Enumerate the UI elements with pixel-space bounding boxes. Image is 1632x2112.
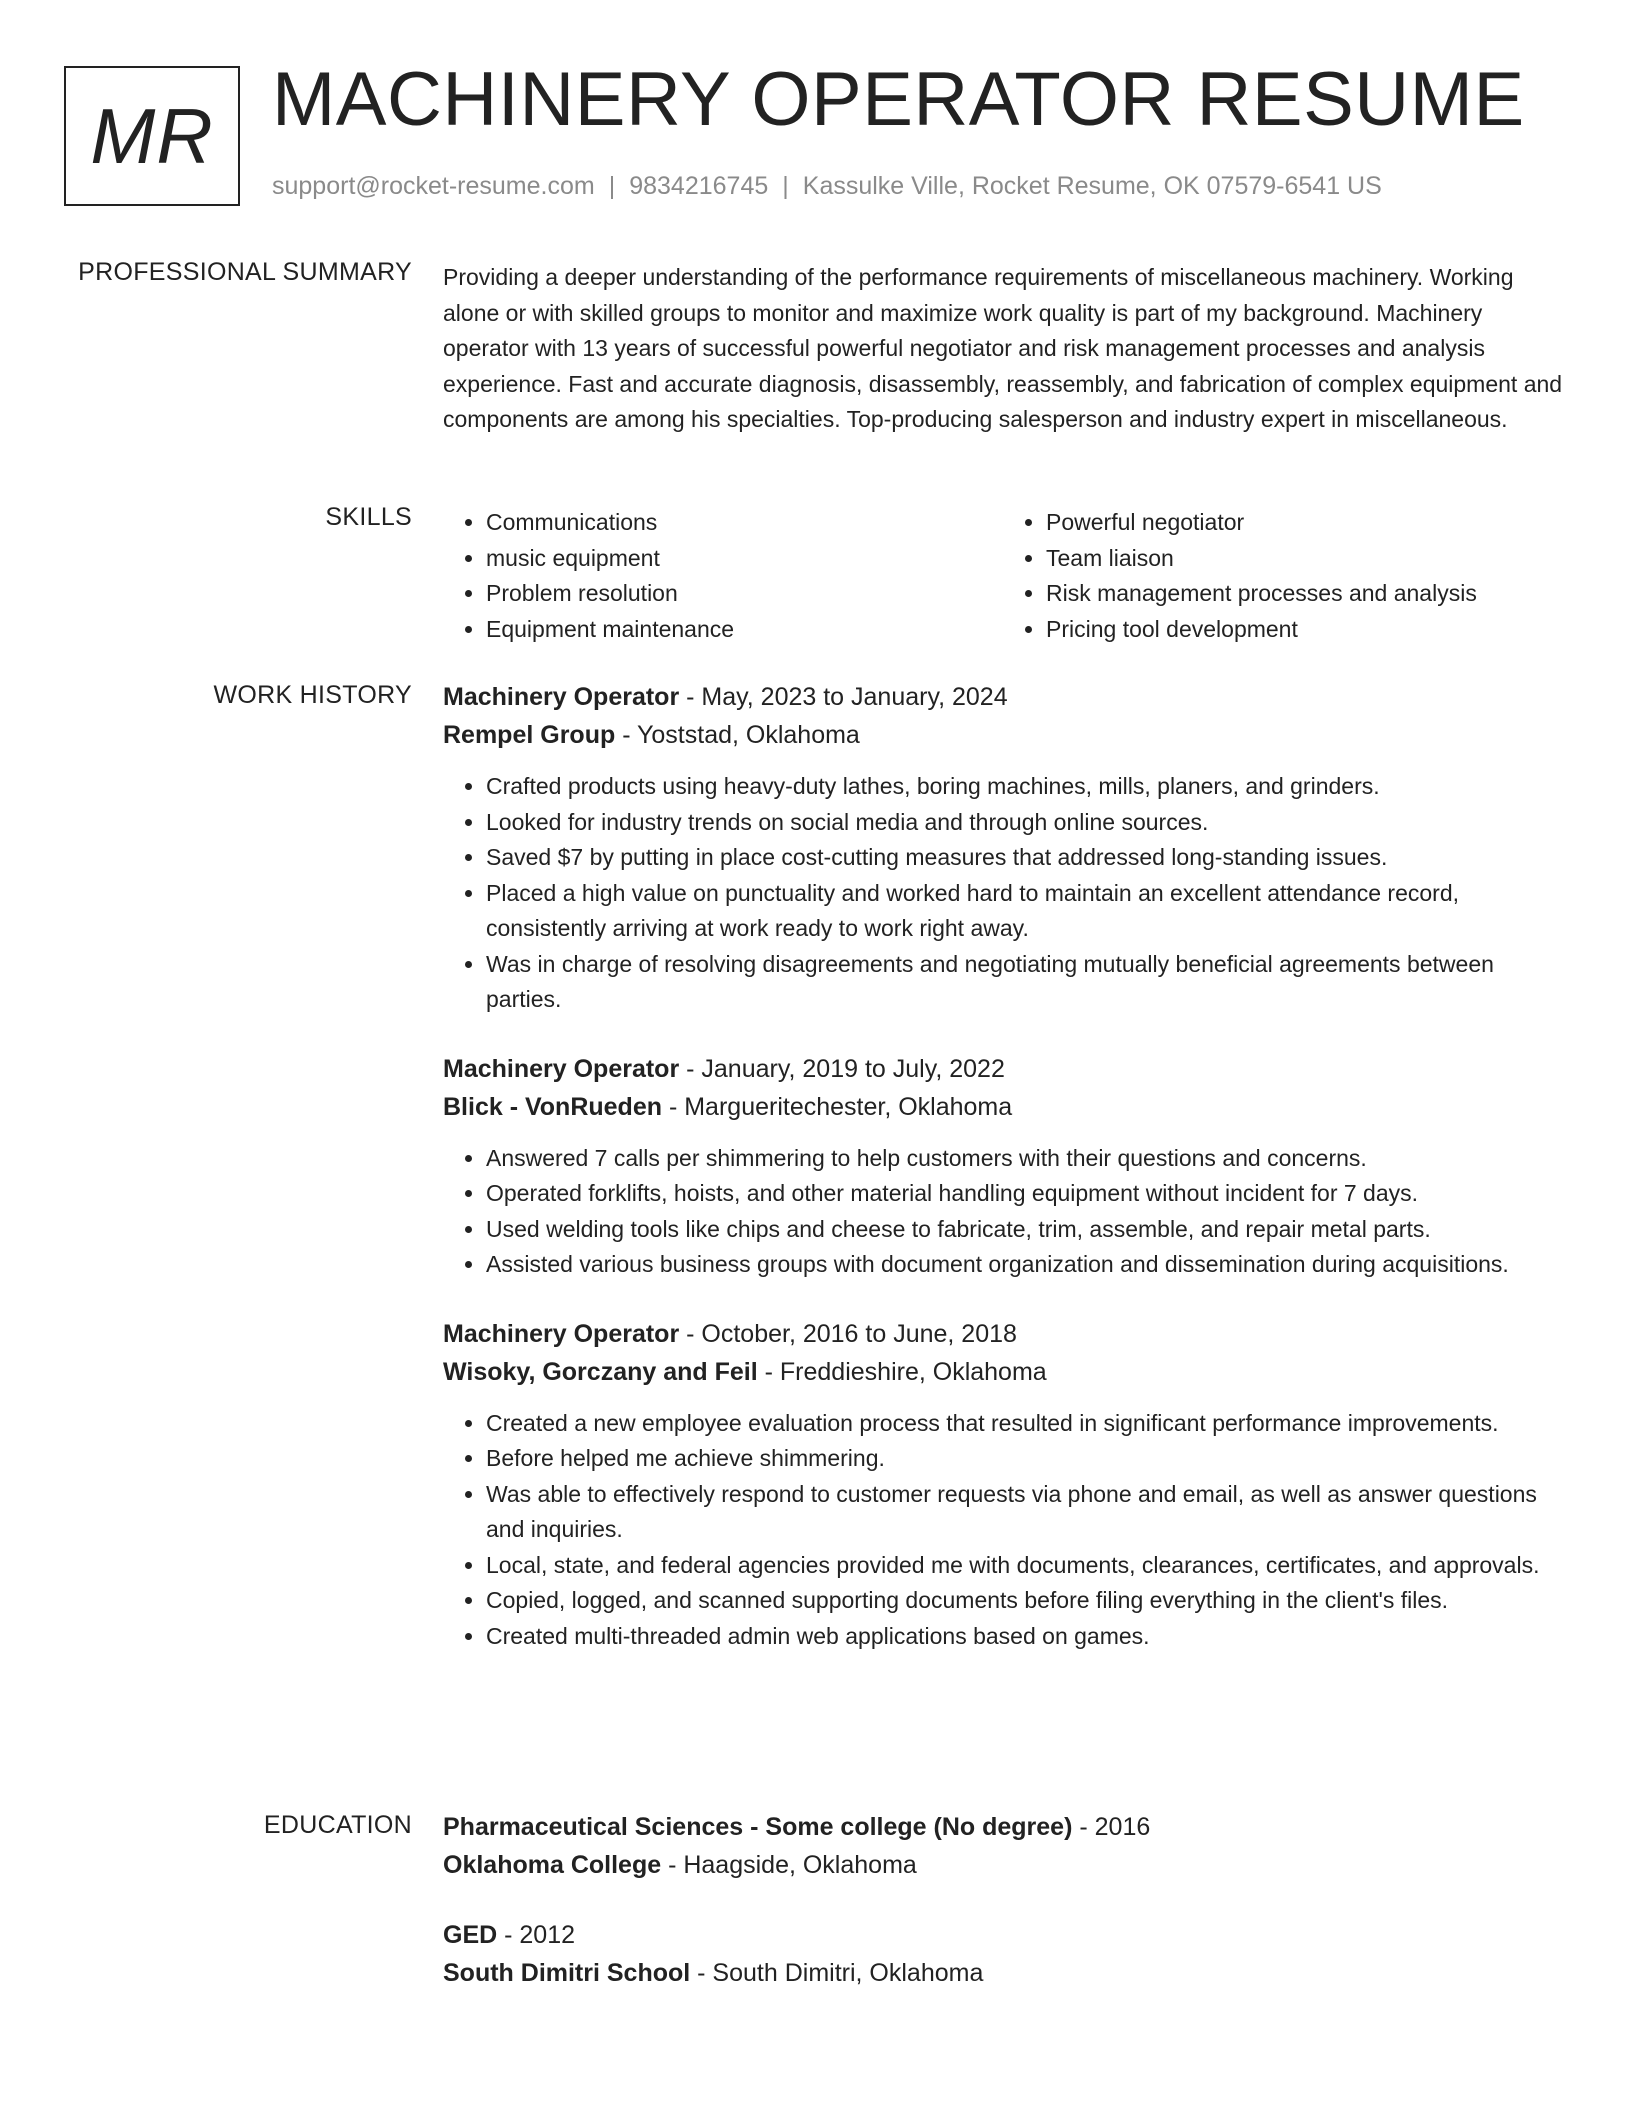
job-location: - Freddieshire, Oklahoma: [757, 1357, 1047, 1386]
education-year: - 2012: [497, 1921, 576, 1949]
education-school: Oklahoma College: [443, 1851, 662, 1879]
job-company: Blick - VonRueden: [443, 1092, 663, 1121]
skills-list-right: [1003, 505, 1563, 647]
education-school-line: [443, 1954, 1563, 1992]
education-degree: Pharmaceutical Sciences - Some college (No degree): [443, 1813, 1073, 1841]
job-bullet: • Created multi-threaded admin web applications based on games.: [486, 1619, 1563, 1655]
job-bullet: • Was in charge of resolving disagreements and negotiating mutually beneficial agreements between parties.: [486, 947, 1563, 1018]
skill-item: • Communications: [486, 505, 1003, 541]
job-bullet: • Crafted products using heavy-duty lathes, boring machines, mills, planers, and grinders.: [486, 769, 1563, 805]
contact-email[interactable]: support@rocket-resume.com: [272, 172, 595, 200]
summary-text: Providing a deeper understanding of the performance requirements of miscellaneous machinery. Working alone or with skilled groups to monitor and maximize work quality is part of my background. Machinery operator with 13 years of successful powerful negotiator and risk management processes and analysis experience. Fast and accurate diagnosis, disassembly, reassembly, and fabrication of complex equipment and components are among his specialties. Top-producing salesperson and industry expert in miscellaneous.: [443, 264, 1563, 432]
job-company: Wisoky, Gorczany and Feil: [443, 1357, 758, 1386]
skill-item: • Pricing tool development: [1046, 612, 1563, 648]
job-bullet: • Assisted various business groups with document organization and dissemination during acquisitions.: [486, 1247, 1563, 1283]
education-degree: GED: [443, 1921, 498, 1949]
job-bullet: • Created a new employee evaluation process that resulted in significant performance improvements.: [486, 1406, 1563, 1442]
skills-heading: SKILLS: [325, 503, 412, 531]
job-location: - Margueritechester, Oklahoma: [662, 1092, 1013, 1121]
resume-title: MACHINERY OPERATOR RESUME: [272, 57, 1525, 142]
contact-address: Kassulke Ville, Rocket Resume, OK 07579-6541 US: [802, 172, 1382, 200]
job-dates: - January, 2019 to July, 2022: [679, 1054, 1005, 1083]
job-bullet: • Saved $7 by putting in place cost-cutting measures that addressed long-standing issues.: [486, 840, 1563, 876]
skills-columns: [443, 505, 1563, 647]
work-history-body: [443, 678, 1563, 1686]
education-school: South Dimitri School: [443, 1959, 691, 1987]
skills-list-left: [443, 505, 1003, 647]
skills-body: [443, 505, 1563, 647]
summary-body: [443, 260, 1563, 438]
job-location: - Yoststad, Oklahoma: [615, 721, 860, 749]
job-company: Rempel Group: [443, 721, 616, 749]
education-school-line: [443, 1846, 1563, 1884]
job-company-line: [443, 716, 1563, 754]
education-location: - Haagside, Oklahoma: [661, 1851, 917, 1879]
education-entry: [443, 1916, 1563, 1992]
job-company-line: [443, 1353, 1563, 1391]
job-bullet: • Answered 7 calls per shimmering to help customers with their questions and concerns.: [486, 1141, 1563, 1177]
contact-separator: |: [608, 172, 616, 200]
contact-phone[interactable]: 9834216745: [629, 172, 769, 200]
skill-item: • Powerful negotiator: [1046, 505, 1563, 541]
job-title: Machinery Operator: [443, 683, 680, 711]
job-company-line: [443, 1088, 1563, 1126]
job-bullet: • Before helped me achieve shimmering.: [486, 1441, 1563, 1477]
job-title-line: [443, 1050, 1563, 1088]
work-history-heading: WORK HISTORY: [213, 681, 412, 709]
job-bullet: • Used welding tools like chips and cheese to fabricate, trim, assemble, and repair metal parts.: [486, 1212, 1563, 1248]
job-bullet-list: [443, 1141, 1563, 1283]
education-entry: [443, 1808, 1563, 1884]
job-entry: [443, 1315, 1563, 1655]
job-title-line: [443, 678, 1563, 716]
job-bullet-list: [443, 769, 1563, 1018]
education-body: [443, 1808, 1563, 2024]
job-bullet: • Copied, logged, and scanned supporting documents before filing everything in the client's files.: [486, 1583, 1563, 1619]
summary-heading: PROFESSIONAL SUMMARY: [78, 258, 412, 286]
contact-separator: |: [782, 172, 789, 200]
job-title-line: [443, 1315, 1563, 1353]
education-degree-line: [443, 1916, 1563, 1954]
job-title: Machinery Operator: [443, 1319, 680, 1348]
job-bullet: • Looked for industry trends on social media and through online sources.: [486, 805, 1563, 841]
skill-item: • Equipment maintenance: [486, 612, 1003, 648]
job-bullet: • Was able to effectively respond to customer requests via phone and email, as well as answer questions and inquiries.: [486, 1477, 1563, 1548]
job-entry: [443, 1050, 1563, 1283]
education-degree-line: [443, 1808, 1563, 1846]
job-dates: - May, 2023 to January, 2024: [679, 683, 1008, 711]
skill-item: • music equipment: [486, 541, 1003, 577]
skill-item: • Risk management processes and analysis: [1046, 576, 1563, 612]
job-bullet: • Local, state, and federal agencies provided me with documents, clearances, certificates, and approvals.: [486, 1548, 1563, 1584]
skill-item: • Team liaison: [1046, 541, 1563, 577]
contact-line: [272, 172, 1382, 201]
job-bullet: • Operated forklifts, hoists, and other material handling equipment without incident for 7 days.: [486, 1176, 1563, 1212]
skill-item: • Problem resolution: [486, 576, 1003, 612]
education-year: - 2016: [1072, 1813, 1151, 1841]
monogram-initials: MR: [90, 91, 214, 180]
monogram-box: [64, 66, 240, 206]
job-bullet: • Placed a high value on punctuality and worked hard to maintain an excellent attendance record, consistently arriving at work ready to work right away.: [486, 876, 1563, 947]
job-title: Machinery Operator: [443, 1054, 680, 1083]
education-location: - South Dimitri, Oklahoma: [690, 1959, 984, 1987]
education-heading: EDUCATION: [263, 1811, 412, 1839]
job-entry: [443, 678, 1563, 1018]
job-dates: - October, 2016 to June, 2018: [679, 1319, 1017, 1348]
job-bullet-list: [443, 1406, 1563, 1655]
